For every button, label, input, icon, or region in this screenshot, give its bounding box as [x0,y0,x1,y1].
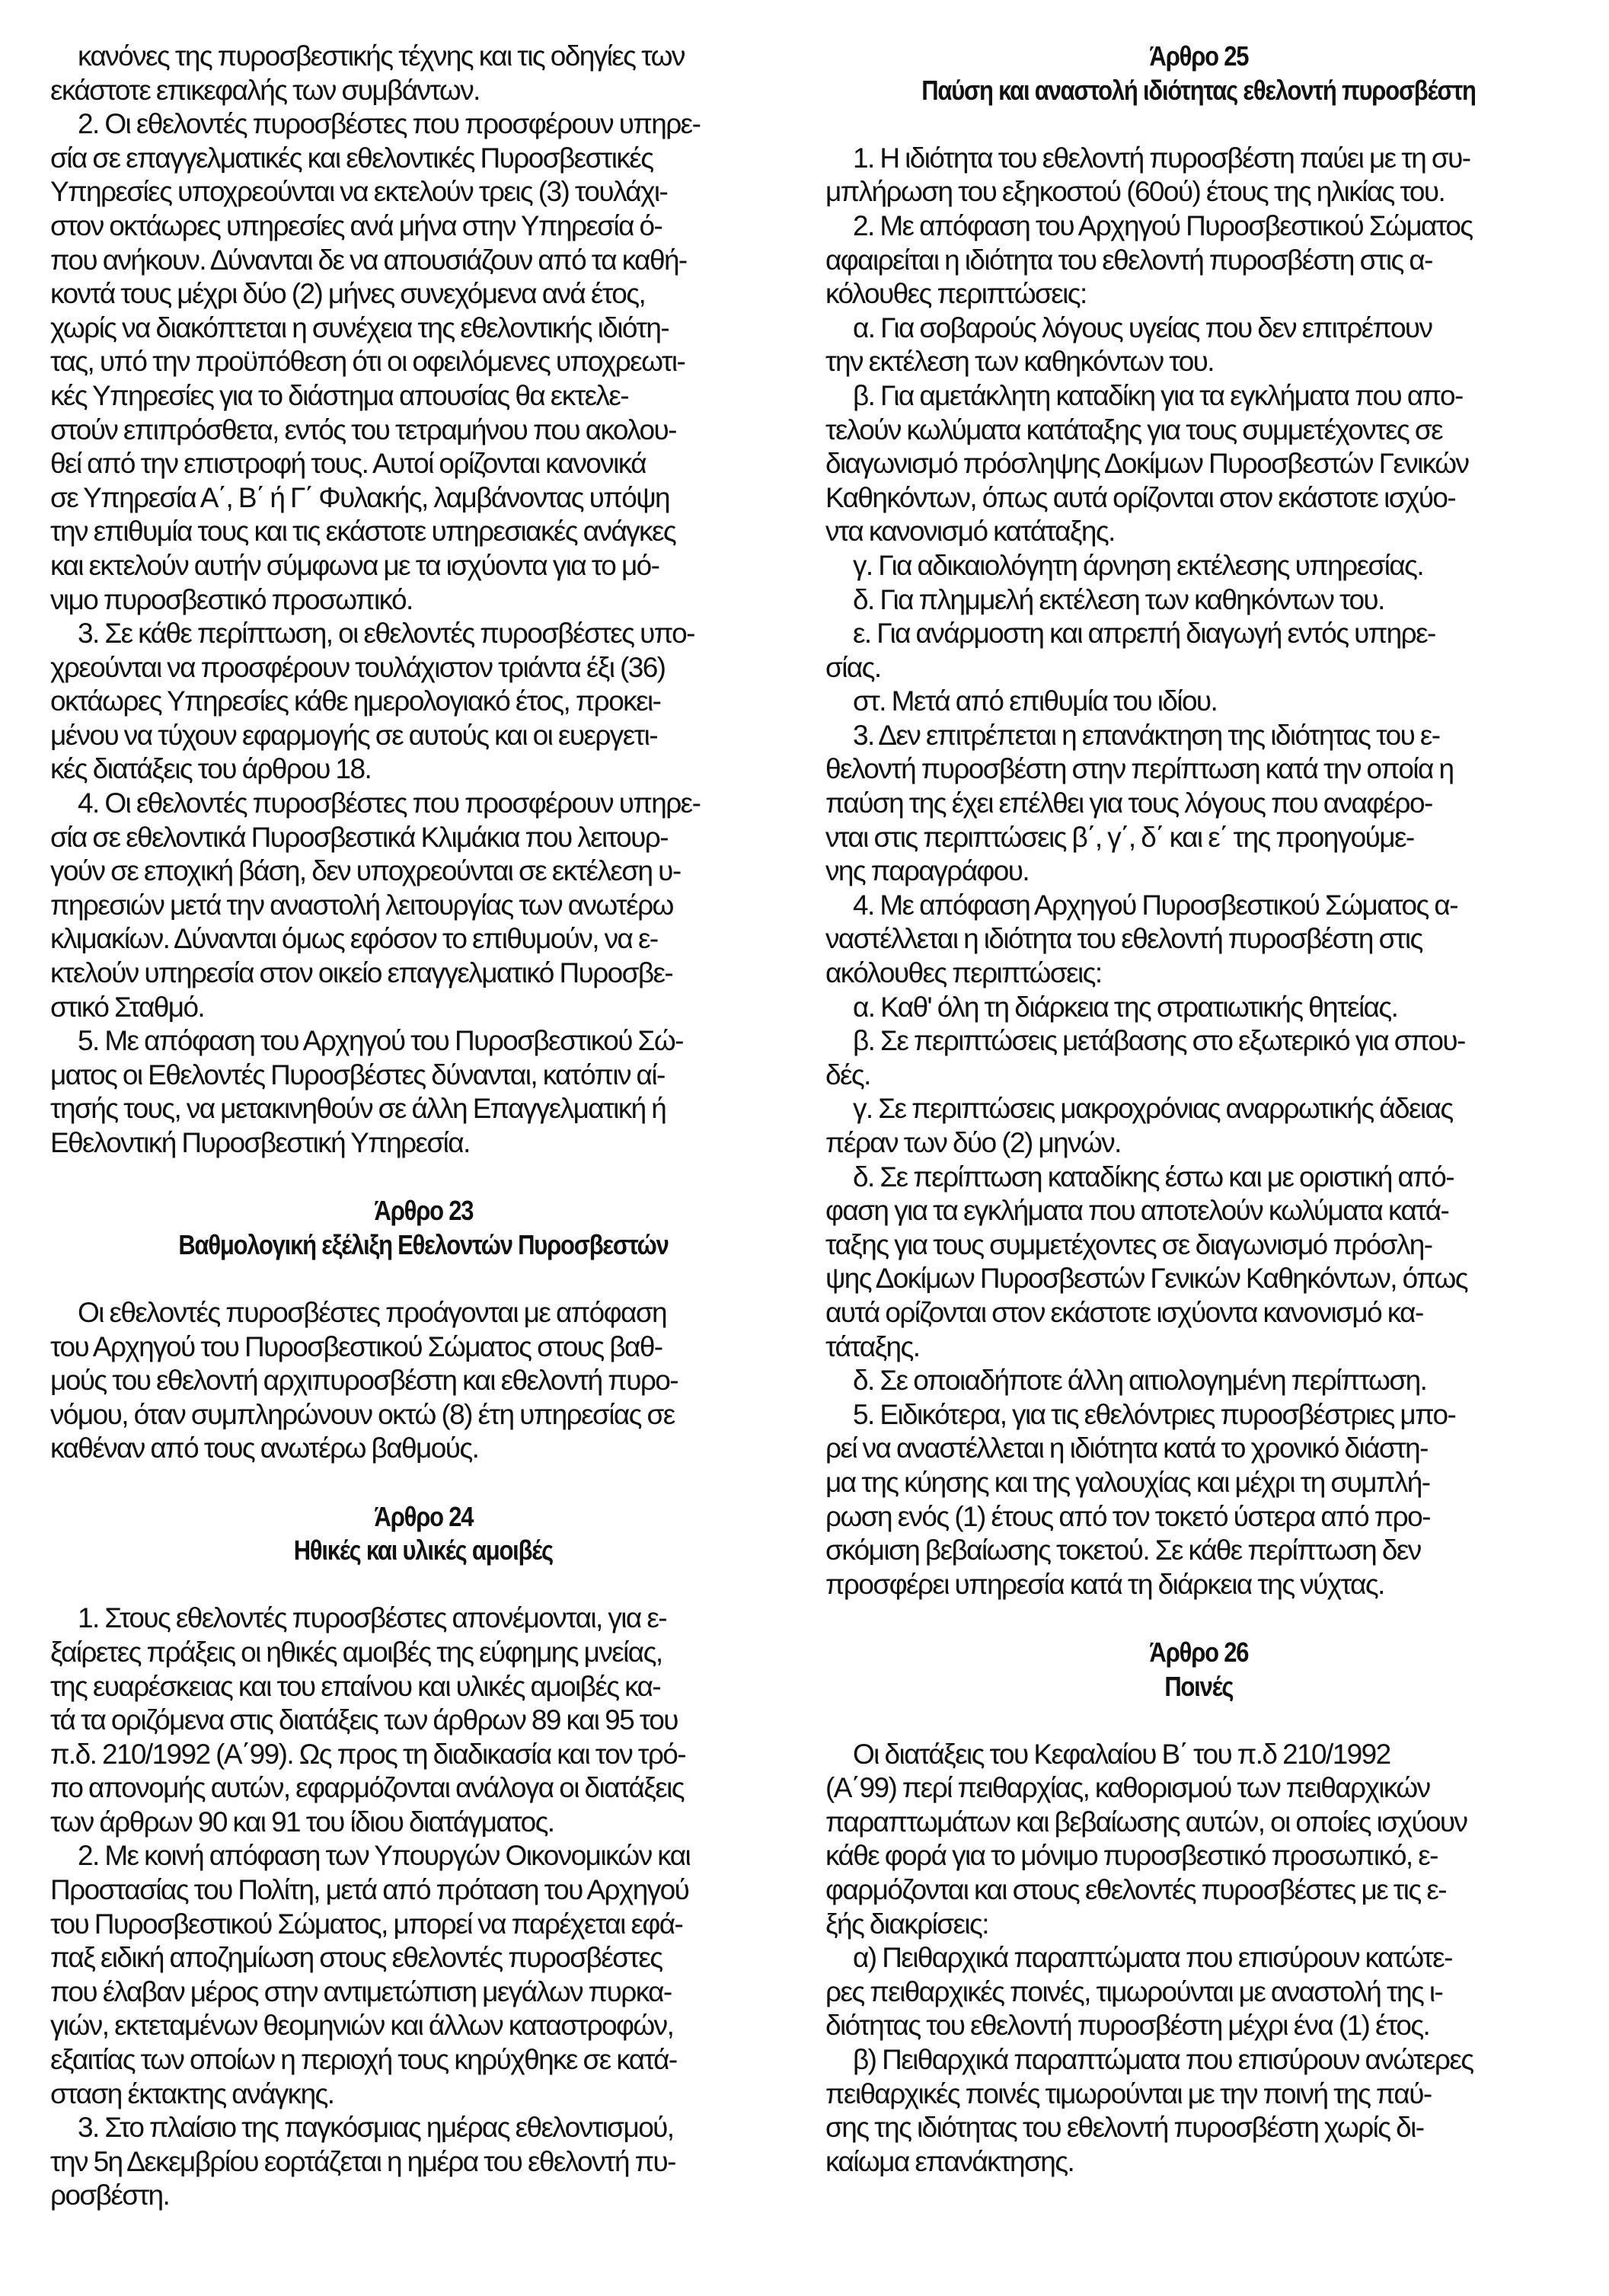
article-title: Ηθικές και υλικές αμοιβές [293,1534,554,1566]
text-line: πο απονομής αυτών, εφαρμόζονται ανάλογα οι διατάξεις [50,1772,684,1804]
text-line: μα της κύησης και της γαλουχίας και μέχρι τη συμπλή- [825,1466,1430,1498]
text-line: νόμου, όταν συμπληρώνουν οκτώ (8) έτη υπηρεσίας σε [50,1398,675,1430]
text-line: πέραν των δύο (2) μηνών. [825,1127,1121,1158]
text-line: 1. Η ιδιότητα του εθελοντή πυροσβέστη παύει με τη συ- [853,142,1470,174]
text-line: 2. Με κοινή απόφαση των Υπουργών Οικονομικών και [78,1840,691,1872]
spacer [825,107,1572,142]
text-line: δές. [825,1059,870,1091]
text-line: διαγωνισμό πρόσληψης Δοκίμων Πυροσβεστών Γενικών [825,448,1469,480]
text-line: στικό Σταθμό. [50,991,205,1023]
paragraph [825,889,1572,991]
text-line: 2. Με απόφαση του Αρχηγού Πυροσβεστικού Σώματος [853,209,1473,241]
spacer [50,1161,797,1195]
text-line: εκάστοτε επικεφαλής των συμβάντων. [50,74,480,106]
text-line: νται στις περιπτώσεις β΄, γ΄, δ΄ και ε΄ της προηγούμε- [825,821,1414,853]
paragraph [825,1398,1572,1602]
paragraph [50,40,797,107]
text-line: μούς του εθελοντή αρχιπυροσβέστη και εθελοντή πυρο- [50,1365,678,1397]
text-line: φαρμόζονται και στους εθελοντές πυροσβέστες με τις ε- [825,1874,1446,1906]
text-line: τάταξης. [825,1330,920,1362]
text-line: β. Για αμετάκλητη καταδίκη για τα εγκλήματα που απο- [853,379,1463,411]
article-number: Άρθρο 26 [1149,1636,1248,1668]
text-line: ροσβέστη. [50,2179,170,2211]
text-line: ναστέλλεται η ιδιότητα του εθελοντή πυροσβέστη στις [825,923,1422,955]
text-line: μένου να τύχουν εφαρμογής σε αυτούς και οι ευεργετι- [50,719,657,751]
text-line: θεί από την επιστροφή τους. Αυτοί ορίζονται κανονικά [50,448,646,480]
paragraph [825,1364,1572,1398]
text-line: νης παραγράφου. [825,855,1030,887]
text-line: παξ ειδική αποζημίωση στους εθελοντές πυροσβέστες [50,1942,662,1974]
text-line: 4. Οι εθελοντές πυροσβέστες που προσφέρουν υπηρε- [78,787,701,819]
spacer [50,1568,797,1602]
text-line: 5. Με απόφαση του Αρχηγού του Πυροσβεστικού Σώ- [78,1025,683,1057]
text-line: 3. Δεν επιτρέπεται η επανάκτηση της ιδιότητας του ε- [853,719,1440,751]
text-line: ρωση ενός (1) έτους από τον τοκετό ύστερα από προ- [825,1500,1430,1532]
text-line: πειθαρχικές ποινές τιμωρούνται με την ποινή της παύ- [825,2077,1432,2109]
paragraph [825,1161,1572,1365]
text-line: κόλουθες περιπτώσεις: [825,278,1087,310]
text-line: θελοντή πυροσβέστη στην περίπτωση κατά την οποία η [825,753,1454,785]
spacer [825,1601,1572,1636]
paragraph [825,685,1572,719]
text-line: οκτάωρες Υπηρεσίες κάθε ημερολογιακό έτος, προκει- [50,685,661,717]
text-line: Υπηρεσίες υποχρεούνται να εκτελούν τρεις (3) τουλάχι- [50,176,668,208]
article-title: Βαθμολογική εξέλιξη Εθελοντών Πυροσβεστών [178,1228,669,1260]
text-line: γ. Σε περιπτώσεις μακροχρόνιας αναρρωτικής άδειας [853,1093,1453,1125]
text-line: ματος οι Εθελοντές Πυροσβέστες δύνανται, κατόπιν αί- [50,1059,665,1091]
text-line: Εθελοντική Πυροσβεστική Υπηρεσία. [50,1127,470,1158]
text-line: προσφέρει υπηρεσία κατά τη διάρκεια της νύχτας. [825,1568,1384,1600]
text-line: την εκτέλεση των καθηκόντων του. [825,346,1214,378]
article-title: Παύση και αναστολή ιδιότητας εθελοντή πυροσβέστη [921,74,1476,106]
text-line: νιμο πυροσβεστικό προσωπικό. [50,583,413,615]
text-line: παραπτωμάτων και βεβαίωσης αυτών, οι οποίες ισχύουν [825,1806,1467,1838]
paragraph [825,1024,1572,1092]
text-line: ξαίρετες πράξεις οι ηθικές αμοιβές της εύφημης μνείας, [50,1636,662,1668]
paragraph [50,2111,797,2213]
text-line: δ. Σε οποιαδήποτε άλλη αιτιολογημένη περίπτωση. [853,1365,1427,1397]
text-line: κοντά τους μέχρι δύο (2) μήνες συνεχόμενα ανά έτος, [50,278,646,310]
text-line: αυτά ορίζονται στον εκάστοτε ισχύοντα κανονισμό κα- [825,1296,1423,1328]
text-line: των άρθρων 90 και 91 του ίδιου διατάγματος. [50,1806,554,1838]
text-line: τά τα οριζόμενα στις διατάξεις των άρθρων 89 και 95 του [50,1704,678,1736]
text-line: την επιθυμία τους και τις εκάστοτε υπηρεσιακές ανάγκες [50,516,676,548]
text-line: 1. Στους εθελοντές πυροσβέστες απονέμονται, για ε- [78,1602,666,1634]
text-line: στον οκτάωρες υπηρεσίες ανά μήνα στην Υπηρεσία ό- [50,209,662,241]
text-line: Οι εθελοντές πυροσβέστες προάγονται με απόφαση [78,1296,667,1328]
paragraph [825,1941,1572,2043]
text-line: και εκτελούν αυτήν σύμφωνα με τα ισχύοντα για το μό- [50,549,659,581]
text-line: ταξης για τους συμμετέχοντες σε διαγωνισμό πρόσλη- [825,1228,1432,1260]
text-line: Οι διατάξεις του Κεφαλαίου Β΄ του π.δ 210/1992 [853,1738,1390,1770]
text-line: σία σε επαγγελματικές και εθελοντικές Πυροσβεστικές [50,142,653,174]
text-line: καίωμα επανάκτησης. [825,2145,1074,2177]
text-line: ακόλουθες περιπτώσεις: [825,957,1102,989]
text-line: που ανήκουν. Δύνανται δε να απουσιάζουν από τα καθή- [50,244,687,276]
paragraph [825,719,1572,889]
paragraph [825,583,1572,618]
paragraph [825,209,1572,311]
spacer [50,1466,797,1500]
text-line: (Α΄99) περί πειθαρχίας, καθορισμού των πειθαρχικών [825,1772,1430,1804]
text-line: 4. Με απόφαση Αρχηγού Πυροσβεστικού Σώματος α- [853,889,1457,921]
paragraph [825,311,1572,379]
text-line: 3. Στο πλαίσιο της παγκόσμιας ημέρας εθελοντισμού, [78,2112,674,2144]
text-line: ρες πειθαρχικές ποινές, τιμωρούνται με αναστολή της ι- [825,1975,1443,2007]
text-line: δ. Για πλημμελή εκτέλεση των καθηκόντων του. [853,583,1384,615]
article-number: Άρθρο 23 [374,1195,473,1227]
text-line: στ. Μετά από επιθυμία του ιδίου. [853,685,1218,717]
text-line: της ευαρέσκειας και του επαίνου και υλικές αμοιβές κα- [50,1670,661,1702]
left-column [50,40,797,2213]
paragraph [50,1296,797,1466]
paragraph [825,991,1572,1025]
text-line: 3. Σε κάθε περίπτωση, οι εθελοντές πυροσβέστες υπο- [78,618,694,650]
paragraph [825,1092,1572,1160]
text-line: εξαιτίας των οποίων η περιοχή τους κηρύχθηκε σε κατά- [50,2044,677,2076]
text-line: την 5η Δεκεμβρίου εορτάζεται η ημέρα του εθελοντή πυ- [50,2145,675,2177]
text-line: 2. Οι εθελοντές πυροσβέστες που προσφέρουν υπηρε- [78,108,701,140]
text-line: του Αρχηγού του Πυροσβεστικού Σώματος στους βαθ- [50,1330,662,1362]
article-title: Ποινές [1164,1670,1233,1702]
text-line: κλιμακίων. Δύνανται όμως εφόσον το επιθυμούν, να ε- [50,923,658,955]
text-line: καθέναν από τους ανωτέρω βαθμούς. [50,1432,479,1464]
text-line: φαση για τα εγκλήματα που αποτελούν κωλύματα κατά- [825,1195,1449,1227]
text-line: διότητας του εθελοντή πυροσβέστη μέχρι ένα (1) έτος. [825,2010,1430,2042]
text-line: ψης Δοκίμων Πυροσβεστών Γενικών Καθηκόντων, όπως [825,1263,1468,1295]
text-line: α) Πειθαρχικά παραπτώματα που επισύρουν κατώτε- [853,1942,1452,1974]
text-line: χωρίς να διακόπτεται η συνέχεια της εθελοντικής ιδιότη- [50,311,669,343]
spacer [50,1262,797,1296]
article-number: Άρθρο 25 [1149,40,1248,72]
paragraph [50,617,797,787]
text-line: ντα κανονισμό κατάταξης. [825,516,1115,548]
text-line: γούν σε εποχική βάση, δεν υποχρεούνται σε εκτέλεση υ- [50,855,681,887]
text-line: α. Για σοβαρούς λόγους υγείας που δεν επιτρέπουν [853,311,1432,343]
text-line: τας, υπό την προϋπόθεση ότι οι οφειλόμενες υποχρεωτι- [50,346,685,378]
text-line: χρεούνται να προσφέρουν τουλάχιστον τριάντα έξι (36) [50,651,666,683]
paragraph [50,1601,797,1839]
text-line: κές διατάξεις του άρθρου 18. [50,753,372,785]
text-line: τησής τους, να μετακινηθούν σε άλλη Επαγγελματική ή [50,1093,666,1125]
text-line: παύση της έχει επέλθει για τους λόγους που αναφέρο- [825,787,1432,819]
text-line: ρεί να αναστέλλεται η ιδιότητα κατά το χρονικό διάστη- [825,1432,1428,1464]
paragraph [825,142,1572,209]
text-line: Προστασίας του Πολίτη, μετά από πρόταση του Αρχηγού [50,1874,689,1906]
text-line: πηρεσιών μετά την αναστολή λειτουργίας των ανωτέρω [50,889,673,921]
text-line: στούν επιπρόσθετα, εντός του τετραμήνου που ακολου- [50,414,676,445]
text-line: 5. Ειδικότερα, για τις εθελόντριες πυροσβέστριες μπο- [853,1398,1456,1430]
right-column [825,40,1572,2179]
paragraph [50,787,797,1024]
text-line: κανόνες της πυροσβεστικής τέχνης και τις οδηγίες των [78,40,685,72]
paragraph [825,1738,1572,1942]
text-line: α. Καθ' όλη τη διάρκεια της στρατιωτικής θητείας. [853,991,1398,1023]
text-line: γιών, εκτεταμένων θεομηνιών και άλλων καταστροφών, [50,2010,674,2042]
text-line: σκόμιση βεβαίωσης τοκετού. Σε κάθε περίπτωση δεν [825,1534,1421,1566]
paragraph [50,1024,797,1160]
text-line: σης της ιδιότητας του εθελοντή πυροσβέστη χωρίς δι- [825,2112,1424,2144]
text-line: ξής διακρίσεις: [825,1908,988,1940]
paragraph [825,549,1572,583]
text-line: σία σε εθελοντικά Πυροσβεστικά Κλιμάκια που λειτουρ- [50,821,668,853]
paragraph [50,107,797,617]
paragraph [825,617,1572,685]
text-line: κές Υπηρεσίες για το διάστημα απουσίας θα εκτελε- [50,379,629,411]
paragraph [825,2043,1572,2179]
text-line: β. Σε περιπτώσεις μετάβασης στο εξωτερικό για σπου- [853,1025,1465,1057]
text-line: σε Υπηρεσία Α΄, Β΄ ή Γ΄ Φυλακής, λαμβάνοντας υπόψη [50,481,669,513]
text-line: δ. Σε περίπτωση καταδίκης έστω και με οριστική από- [853,1161,1454,1193]
text-line: ε. Για ανάρμοστη και απρεπή διαγωγή εντός υπηρε- [853,618,1435,650]
paragraph [825,379,1572,549]
spacer [825,1704,1572,1738]
text-line: αφαιρείται η ιδιότητα του εθελοντή πυροσβέστη στις α- [825,244,1432,276]
text-line: γ. Για αδικαιολόγητη άρνηση εκτέλεσης υπηρεσίας. [853,549,1424,581]
text-line: β) Πειθαρχικά παραπτώματα που επισύρουν ανώτερες [853,2044,1473,2076]
article-number: Άρθρο 24 [374,1500,473,1532]
text-line: Καθηκόντων, όπως αυτά ορίζονται στον εκάστοτε ισχύο- [825,481,1456,513]
text-line: κάθε φορά για το μόνιμο πυροσβεστικό προσωπικό, ε- [825,1840,1438,1872]
text-line: μπλήρωση του εξηκοστού (60ού) έτους της ηλικίας του. [825,176,1445,208]
text-line: του Πυροσβεστικού Σώματος, μπορεί να παρέχεται εφά- [50,1908,683,1940]
text-line: σίας. [825,651,881,683]
text-line: που έλαβαν μέρος στην αντιμετώπιση μεγάλων πυρκα- [50,1975,672,2007]
paragraph [50,1839,797,2111]
text-line: κτελούν υπηρεσία στον οικείο επαγγελματικό Πυροσβε- [50,957,673,989]
text-line: σταση έκτακτης ανάγκης. [50,2077,334,2109]
text-line: π.δ. 210/1992 (Α΄99). Ως προς τη διαδικασία και τον τρό- [50,1738,685,1770]
text-line: τελούν κωλύματα κατάταξης για τους συμμετέχοντες σε [825,414,1443,445]
